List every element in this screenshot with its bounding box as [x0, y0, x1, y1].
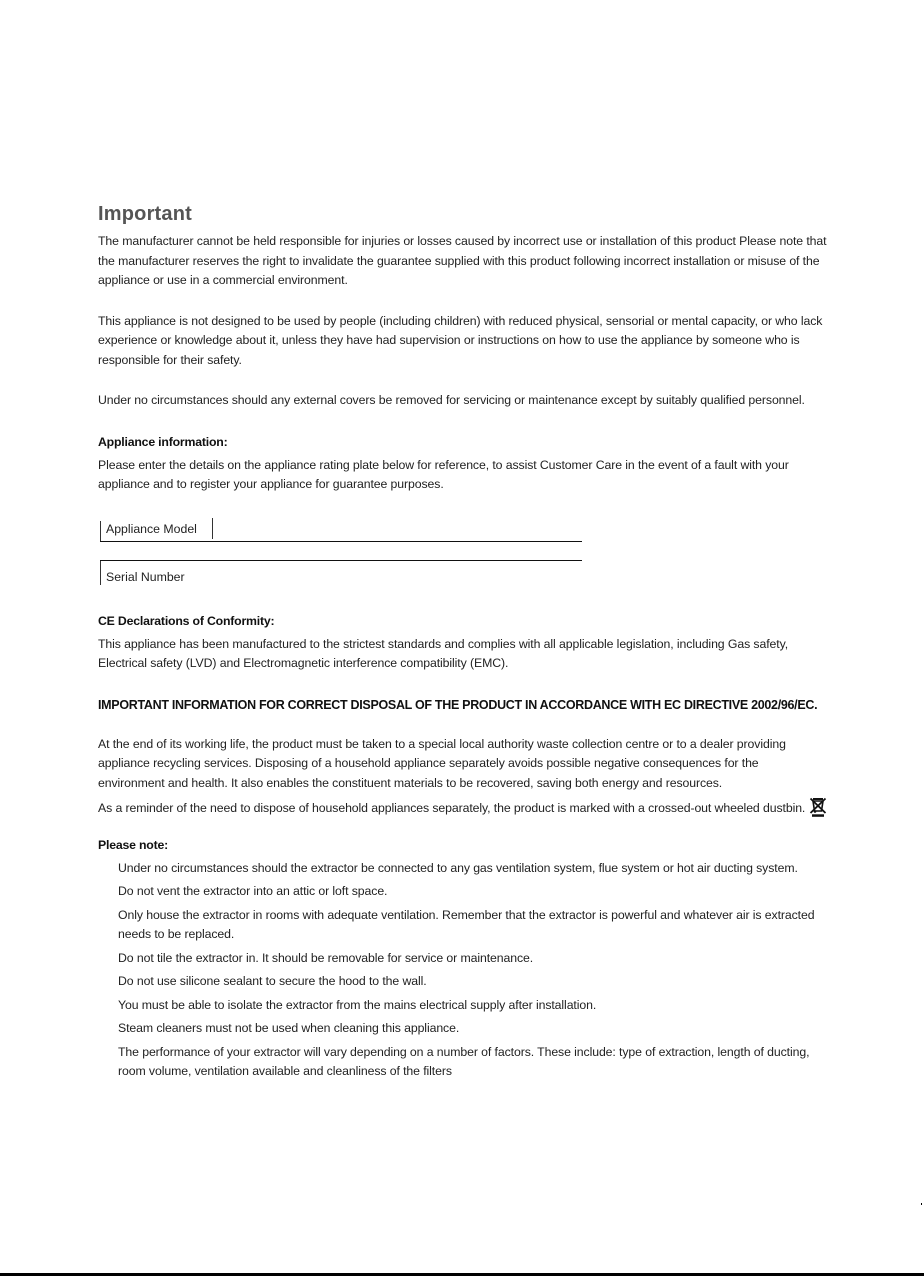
list-item: Do not tile the extractor in. It should be removable for service or maintenance.: [118, 950, 534, 965]
appliance-model-label: Appliance Model: [106, 521, 197, 536]
dustbin-reminder-text: As a reminder of the need to dispose of household appliances separately, the product is marked with a crossed-out wheeled dustbin.: [98, 801, 806, 815]
appliance-information-heading: Appliance information:: [98, 434, 228, 449]
list-item: Only house the extractor in rooms with adequate ventilation. Remember that the extractor is powerful and whatever air is extracted needs to be replaced.: [118, 907, 815, 941]
usage-restriction-paragraph: This appliance is not designed to be used by people (including children) with reduced physical, sensorial or mental capacity, or who lack experience or knowledge about it, unless they have had supervision or instructions on how to use the appliance by someone who is responsible for their safety.: [98, 313, 823, 367]
ce-declarations-section: [98, 611, 828, 674]
field-bracket: [100, 521, 101, 541]
document-content: [98, 200, 828, 1086]
please-note-section: [98, 835, 828, 1082]
disposal-heading: IMPORTANT INFORMATION FOR CORRECT DISPOSAL OF THE PRODUCT IN ACCORDANCE WITH EC DIRECTIVE 2002/96/EC.: [98, 697, 818, 712]
servicing-paragraph: Under no circumstances should any external covers be removed for servicing or maintenance except by suitably qualified personnel.: [98, 393, 805, 407]
please-note-list: [98, 859, 828, 1082]
crossed-out-wheeled-bin-icon: [809, 797, 827, 817]
list-item: You must be able to isolate the extractor from the mains electrical supply after installation.: [118, 997, 597, 1012]
page-title: Important: [98, 203, 193, 225]
disposal-paragraph: At the end of its working life, the product must be taken to a special local authority waste collection centre or to a dealer providing appliance recycling services. Disposing of a household appliance separately avoids possible negative consequences for the environment and health. It also enables the constituent materials to be recovered, saving both energy and resources.: [98, 736, 786, 790]
ce-declarations-text: This appliance has been manufactured to the strictest standards and complies with all applicable legislation, including Gas safety, Electrical safety (LVD) and Electromagnetic interference compatibility (EMC).: [98, 636, 789, 670]
rating-plate-form: [98, 513, 582, 583]
please-note-heading: Please note:: [98, 837, 169, 852]
appliance-information-section: [98, 432, 828, 583]
list-item: Do not use silicone sealant to secure the hood to the wall.: [118, 974, 427, 988]
list-item: Do not vent the extractor into an attic or loft space.: [118, 884, 388, 898]
field-bracket: [100, 561, 101, 585]
edge-mark: [921, 1203, 922, 1205]
serial-number-field[interactable]: [100, 560, 582, 587]
disposal-section: [98, 695, 828, 819]
field-bracket: [212, 518, 213, 539]
appliance-information-text: Please enter the details on the appliance rating plate below for reference, to assist Customer Care in the event of a fault with your appliance and to register your appliance for guarantee purposes.: [98, 457, 789, 491]
liability-paragraph: The manufacturer cannot be held responsible for injuries or losses caused by incorrect use or installation of this product Please note that the manufacturer reserves the right to invalidate the guarantee supplied with this product following incorrect installation or misuse of the appliance or use in a commercial environment.: [98, 234, 827, 287]
list-item: The performance of your extractor will vary depending on a number of factors. These include: type of extraction, length of ducting, room volume, ventilation available and cleanliness of the filters: [118, 1044, 810, 1078]
list-item: Under no circumstances should the extractor be connected to any gas ventilation system, flue system or hot air ducting system.: [118, 860, 798, 875]
list-item: Steam cleaners must not be used when cleaning this appliance.: [118, 1021, 460, 1035]
appliance-model-field[interactable]: [100, 513, 582, 542]
dustbin-reminder-paragraph: [98, 797, 828, 819]
ce-declarations-heading: CE Declarations of Conformity:: [98, 613, 275, 628]
serial-number-label: Serial Number: [106, 569, 185, 584]
